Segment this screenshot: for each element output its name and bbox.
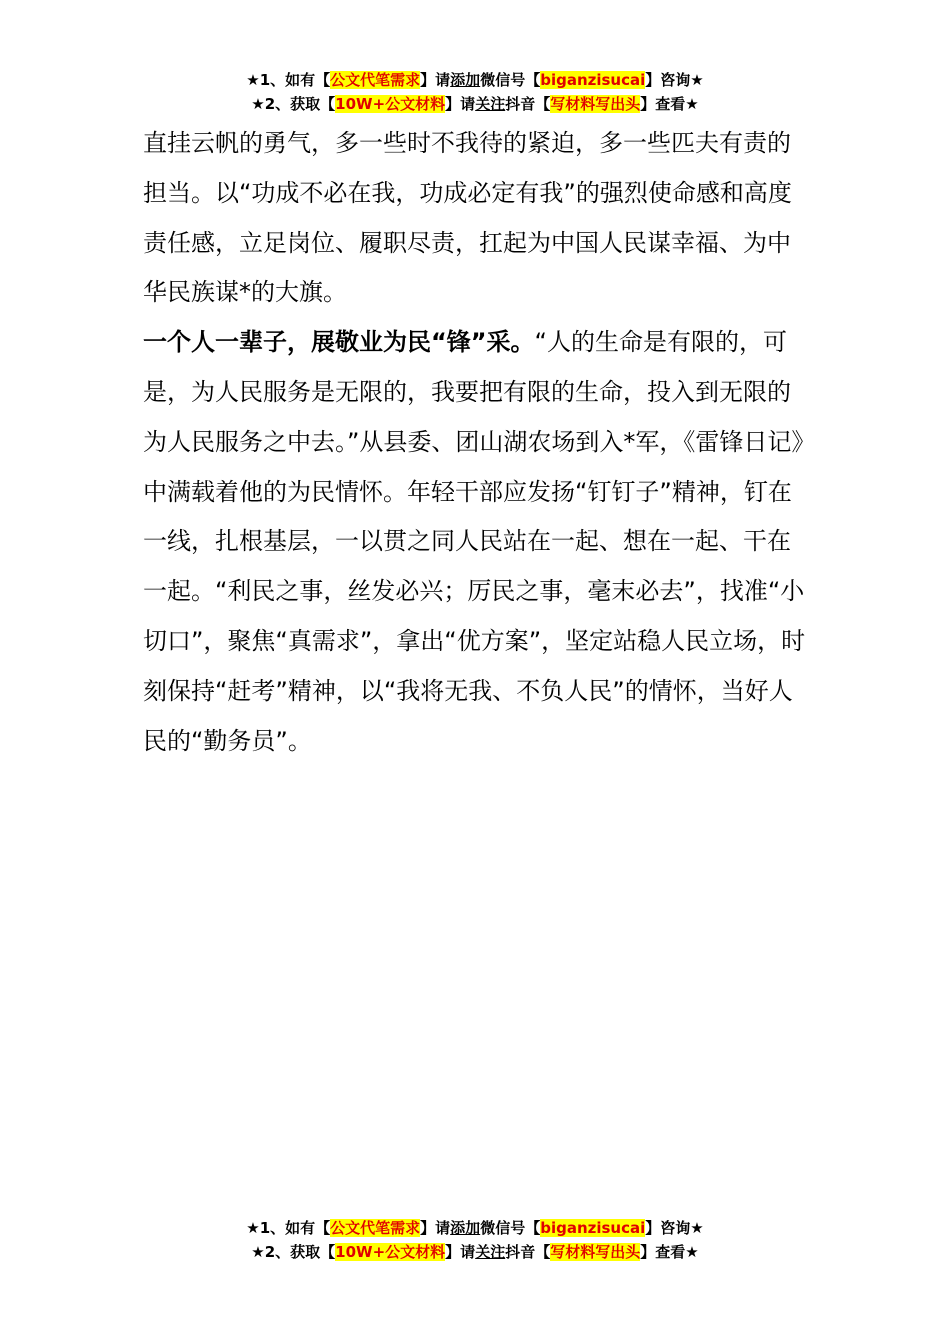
star-icon: ★ — [690, 71, 704, 89]
banner-text: 微信号【 — [480, 71, 541, 89]
highlight-wechat-id: biganzisucai — [540, 1219, 646, 1237]
banner-text: 】请 — [445, 95, 476, 113]
paragraph-text: “人的生命是有限的，可是，为人民服务是无限的，我要把有限的生命，投入到无限的为人民服务之中去。”从县委、团山湖农场到入*军，《雷锋日记》中满载着他的为民情怀。年轻干部应发扬“钉钉子”精神，钉在一线，扎根基层，一以贯之同人民站在一起、想在一起、干在一起。“利民之事，丝发必兴；厉民之事，毫末必去”，找准“小切口”，聚焦“真需求”，拿出“优方案”，坚定站稳人民立场，时刻保持“赶考”精神，以“我将无我、不负人民”的情怀，当好人民的“勤务员”。 — [143, 328, 806, 755]
highlight-douyin-account: 写材料写出头 — [550, 95, 641, 113]
banner-line-1 — [0, 68, 950, 92]
underlined-add: 添加 — [450, 1219, 481, 1237]
banner-text: 】咨询 — [645, 1219, 691, 1237]
highlight-materials: 10W+公文材料 — [335, 95, 446, 113]
banner-text: 】查看 — [640, 1243, 686, 1261]
star-icon: ★ — [690, 1219, 704, 1237]
star-icon: ★ — [685, 95, 699, 113]
banner-line-2 — [0, 92, 950, 116]
document-body — [143, 119, 813, 766]
star-icon: ★ — [251, 95, 265, 113]
highlight-service: 公文代笔需求 — [330, 71, 421, 89]
banner-text: 】请 — [420, 71, 451, 89]
star-icon: ★ — [685, 1243, 699, 1261]
banner-line-1 — [0, 1216, 950, 1240]
banner-line-2 — [0, 1240, 950, 1264]
star-icon: ★ — [246, 1219, 260, 1237]
banner-text: 抖音【 — [505, 1243, 551, 1261]
highlight-service: 公文代笔需求 — [330, 1219, 421, 1237]
paragraph-heading: 一个人一辈子，展敬业为民“锋”采。 — [143, 328, 535, 357]
banner-text: 】咨询 — [645, 71, 691, 89]
highlight-materials: 10W+公文材料 — [335, 1243, 446, 1261]
banner-text: 抖音【 — [505, 95, 551, 113]
banner-text: 】请 — [445, 1243, 476, 1261]
banner-text: 1、如有【 — [259, 71, 331, 89]
star-icon: ★ — [246, 71, 260, 89]
footer-banner — [0, 1216, 950, 1264]
banner-text: 2、获取【 — [264, 1243, 336, 1261]
highlight-douyin-account: 写材料写出头 — [550, 1243, 641, 1261]
underlined-follow: 关注 — [475, 1243, 506, 1261]
banner-text: 2、获取【 — [264, 95, 336, 113]
highlight-wechat-id: biganzisucai — [540, 71, 646, 89]
header-banner — [0, 68, 950, 116]
star-icon: ★ — [251, 1243, 265, 1261]
paragraph-1: 直挂云帆的勇气，多一些时不我待的紧迫，多一些匹夫有责的担当。以“功成不必在我，功成必定有我”的强烈使命感和高度责任感，立足岗位、履职尽责，扛起为中国人民谋幸福、为中华民族谋*的大旗。 — [143, 129, 792, 307]
banner-text: 】查看 — [640, 95, 686, 113]
underlined-follow: 关注 — [475, 95, 506, 113]
underlined-add: 添加 — [450, 71, 481, 89]
paragraph-2 — [143, 318, 813, 766]
banner-text: 】请 — [420, 1219, 451, 1237]
banner-text: 1、如有【 — [259, 1219, 331, 1237]
banner-text: 微信号【 — [480, 1219, 541, 1237]
